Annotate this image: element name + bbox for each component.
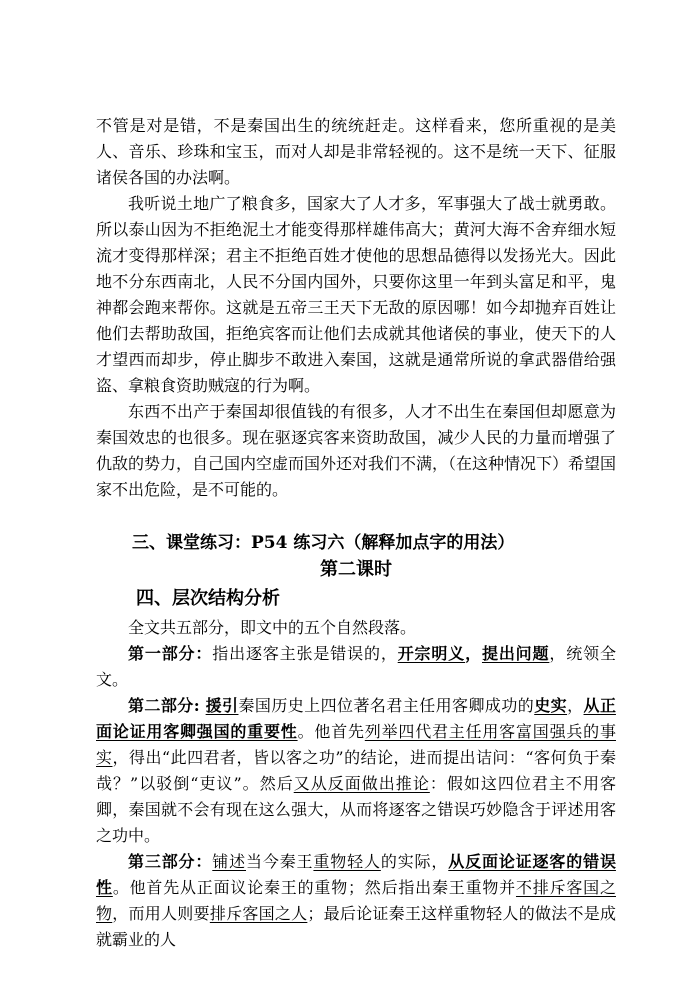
paragraph-2: 我听说土地广了粮食多，国家大了人才多，军事强大了战士就勇敢。所以泰山因为不拒绝泥土才能变得那样雄伟高大；黄河大海不舍弃细水短流才变得那样深；君主不拒绝百姓才使他的思想品德得以发扬光大。因此地不分东西南北，人民不分国内国外，只要你这里一年到头富足和平，鬼神都会跑来帮你。这就是五帝三王天下无敌的原因哪！如今却抛弃百姓让他们去帮助敌国，拒绝宾客而让他们去成就其他诸侯的事业，使天下的人才望西而却步，停止脚步不敢进入秦国，这就是通常所说的拿武器借给强盗、拿粮食资助贼寇的行为啊。 [96,194,616,395]
document-body [96,113,616,953]
section-heading-4: 四、层次结构分析 [136,588,280,609]
part-1-label: 第一部分： [128,644,213,663]
paragraph-3: 东西不出产于秦国却很值钱的有很多，人才不出生在秦国但却愿意为秦国效忠的也很多。现在驱逐宾客来资助敌国，减少人民的力量而增强了仇敌的势力，自己国内空虚而国外还对我们不满，（在这种情况下）希望国家不出危险，是不可能的。 [96,402,617,499]
part-3-label: 第三部分： [128,852,213,871]
lesson-title: 第二课时 [320,559,392,580]
part-2-label: 第二部分: [128,696,206,715]
part-3: 第三部分：铺述当今秦王重物轻人的实际，从反面论证逐客的错误性。他首先从正面议论秦王的重物；然后指出秦王重物并不排斥客国之物，而用人则要排斥客国之人；最后论证秦王这样重物轻人的做法不是成就霸业的人 [96,852,616,949]
section-heading-3: 三、课堂练习：P54 练习六（解释加点字的用法） [132,533,515,553]
structure-intro: 全文共五部分，即文中的五个自然段落。 [128,618,417,637]
part-1: 第一部分：指出逐客主张是错误的，开宗明义，提出问题，统领全文。 [96,644,616,689]
paragraph-1: 不管是对是错，不是秦国出生的统统赶走。这样看来，您所重视的是美人、音乐、珍珠和宝玉，而对人却是非常轻视的。这不是统一天下、征服诸侯各国的办法啊。 [96,116,616,187]
part-2: 第二部分: 援引秦国历史上四位著名君主任用客卿成功的史实，从正面论证用客卿强国的重要性。他首先列举四代君主任用客富国强兵的事实，得出“此四君者，皆以客之功”的结论，进而提出诘问：“客何负于秦哉？”以驳倒“吏议”。然后又从反面做出推论：假如这四位君主不用客卿，秦国就不会有现在这么强大，从而将逐客之错误巧妙隐含于评述用客之功中。 [96,696,616,845]
